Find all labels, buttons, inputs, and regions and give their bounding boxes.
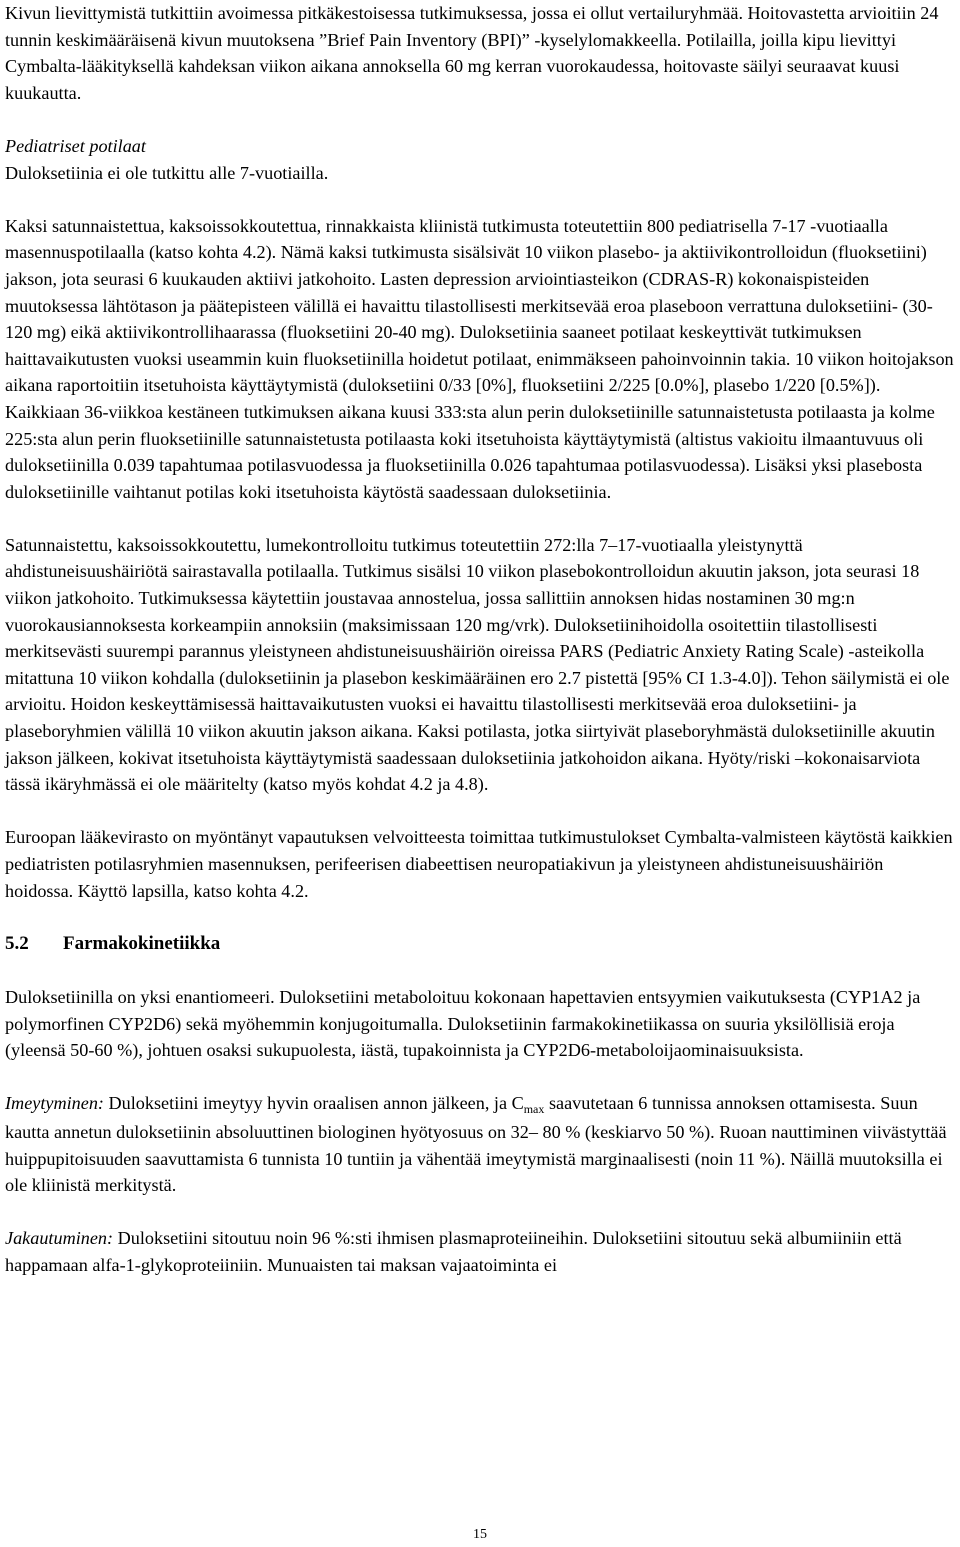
- absorption-label: Imeytyminen:: [5, 1093, 104, 1114]
- pediatric-subheading: [5, 133, 955, 160]
- section-title: Farmakokinetiikka: [63, 932, 221, 954]
- section-number: 5.2: [5, 932, 29, 954]
- paragraph-pediatric-age: Duloksetiinia ei ole tutkittu alle 7-vuotiailla.: [5, 162, 329, 183]
- pediatric-subheading-text: Pediatriset potilaat: [5, 135, 146, 156]
- distribution-text: Duloksetiini sitoutuu noin 96 %:sti ihmisen plasmaproteiineihin. Duloksetiini sitoutuu sekä albumiiniin että happamaan alfa-1-glykoproteiiniin. Munuaisten tai maksan vajaatoiminta ei: [5, 1228, 902, 1275]
- paragraph-ema-waiver: Euroopan lääkevirasto on myöntänyt vapautuksen velvoitteesta toimittaa tutkimustulokset Cymbalta-valmisteen käytöstä kaikkien pediatristen potilasryhmien masennuksen, perifeerisen diabeettisen neuropatiakivun ja yleistyneen ahdistuneisuushäiriön hoidossa. Käyttö lapsilla, katso kohta 4.2.: [5, 827, 953, 901]
- page-number: 15: [473, 1527, 487, 1542]
- paragraph-depression-studies: Kaksi satunnaistettua, kaksoissokkoutettua, rinnakkaista kliinistä tutkimusta toteutettiin 800 pediatrisella 7-17 -vuotiaalla masennuspotilaalla (katso kohta 4.2). Nämä kaksi tutkimusta sisälsivät 10 viikon plasebo- ja aktiivikontrolloidun (fluoksetiini) jakson, jota seurasi 6 kuukauden aktiivi jatkohoito. Lasten depression arviointiasteikon (CDRAS-R) kokonaispisteiden muutoksessa lähtötason ja päätepisteen välillä ei havaittu tilastollisesti merkitsevää eroa plaseboon verrattuna duloksetiini- (30-120 mg) eikä aktiivikontrollihaarassa (fluoksetiini 20-40 mg). Duloksetiinia saaneet potilaat keskeyttivät tutkimuksen haittavaikutusten vuoksi useammin kuin fluoksetiinilla hoidetut potilaat, enimmäkseen pahoinvoinnin takia. 10 viikon hoitojakson aikana raportoitiin itsetuhoista käyttäytymistä (duloksetiini 0/33 [0%], fluoksetiini 2/225 [0.0%], plasebo 1/220 [0.5%]). Kaikkiaan 36-viikkoa kestäneen tutkimuksen aikana kuusi 333:sta alun perin duloksetiinille satunnaistetusta potilaasta ja kolme 225:sta alun perin fluoksetiinille satunnaistetusta potilaasta koki itsetuhoista käyttäytymistä (altistus vakioitu ilmaantuvuus oli duloksetiinilla 0.039 tapahtumaa potilasvuodessa ja fluoksetiinilla 0.026 tapahtumaa potilasvuodessa). Lisäksi yksi plasebosta duloksetiinille vaihtanut potilas koki itsetuhoista käytöstä saadessaan duloksetiinia.: [5, 215, 954, 502]
- absorption-text-b: saavutetaan 6 tunnissa annoksen ottamisesta. Suun kautta annetun duloksetiinin absoluuttinen biologinen hyötyosuus on 32– 80 % (keskiarvo 50 %). Ruoan nauttiminen viivästyttää huippupitoisuuden saavuttamista 6 tunnista 10 tuntiin ja vähentää imeytymistä marginaalisesti (noin 11 %). Näillä muutoksilla ei ole kliinistä merkitystä.: [5, 1093, 947, 1196]
- paragraph-pain-relief: Kivun lievittymistä tutkittiin avoimessa pitkäkestoisessa tutkimuksessa, jossa ei ollut vertailuryhmää. Hoitovastetta arvioitiin 24 tunnin keskimääräisenä kivun muutoksena ”Brief Pain Inventory (BPI)” -kyselylomakkeella. Potilailla, joilla kipu lievittyi Cymbalta-lääkityksellä kahdeksan viikon aikana annoksella 60 mg kerran vuorokaudessa, hoitovaste säilyi seuraavat kuusi kuukautta.: [5, 3, 939, 103]
- paragraph-absorption: [5, 1090, 955, 1198]
- paragraph-distribution: [5, 1225, 955, 1278]
- cmax-subscript: max: [523, 1102, 545, 1117]
- paragraph-anxiety-study: Satunnaistettu, kaksoissokkoutettu, lumekontrolloitu tutkimus toteutettiin 272:lla 7–17-vuotiaalla yleistynyttä ahdistuneisuushäiriötä sairastavalla potilaalla. Tutkimus sisälsi 10 viikon plasebokontrolloidun akuutin jakson, jota seurasi 18 viikon jatkohoito. Tutkimuksessa käytettiin joustavaa annostelua, jossa sallittiin annoksen hidas nostaminen 30 mg:n vuorokausiannoksesta korkeampiin annoksiin (maksimissaan 120 mg/vrk). Duloksetiinihoidolla osoitettiin tilastollisesti merkitsevästi suurempi parannus yleistyneen ahdistuneisuushäiriön oireissa PARS (Pediatric Anxiety Rating Scale) -asteikolla mitattuna 10 viikon kohdalla (duloksetiinin ja plasebon keskimääräinen ero 2.7 pistettä [95% CI 1.3-4.0]). Tehon säilymistä ei ole arvioitu. Hoidon keskeyttämisessä haittavaikutusten vuoksi ei havaittu tilastollisesti merkitsevää eroa duloksetiini- ja plaseboryhmien välillä 10 viikon akuutin jakson aikana. Kaksi potilasta, jotka siirtyivät plaseboryhmästä duloksetiinille akuutin jakson jälkeen, kokivat itsetuhoista käyttäytymistä saadessaan duloksetiinia jatkohoidon aikana. Hyöty/riski –kokonaisarviota tässä ikäryhmässä ei ole määritelty (katso myös kohdat 4.2 ja 4.8).: [5, 534, 950, 795]
- absorption-text-a: Duloksetiini imeytyy hyvin oraalisen annon jälkeen, ja C: [103, 1093, 524, 1114]
- document-page: [5, 0, 955, 1279]
- distribution-label: Jakautuminen:: [5, 1228, 114, 1249]
- section-heading: [5, 931, 955, 958]
- paragraph-pharmacokinetics: Duloksetiinilla on yksi enantiomeeri. Duloksetiini metaboloituu kokonaan hapettavien entsyymien vaikutuksesta (CYP1A2 ja polymorfinen CYP2D6) sekä myöhemmin konjugoitumalla. Duloksetiinin farmakokinetiikassa on suuria yksilöllisiä eroja (yleensä 50-60 %), johtuen osaksi sukupuolesta, iästä, tupakoinnista ja CYP2D6-metaboloijaominaisuuksista.: [5, 986, 921, 1061]
